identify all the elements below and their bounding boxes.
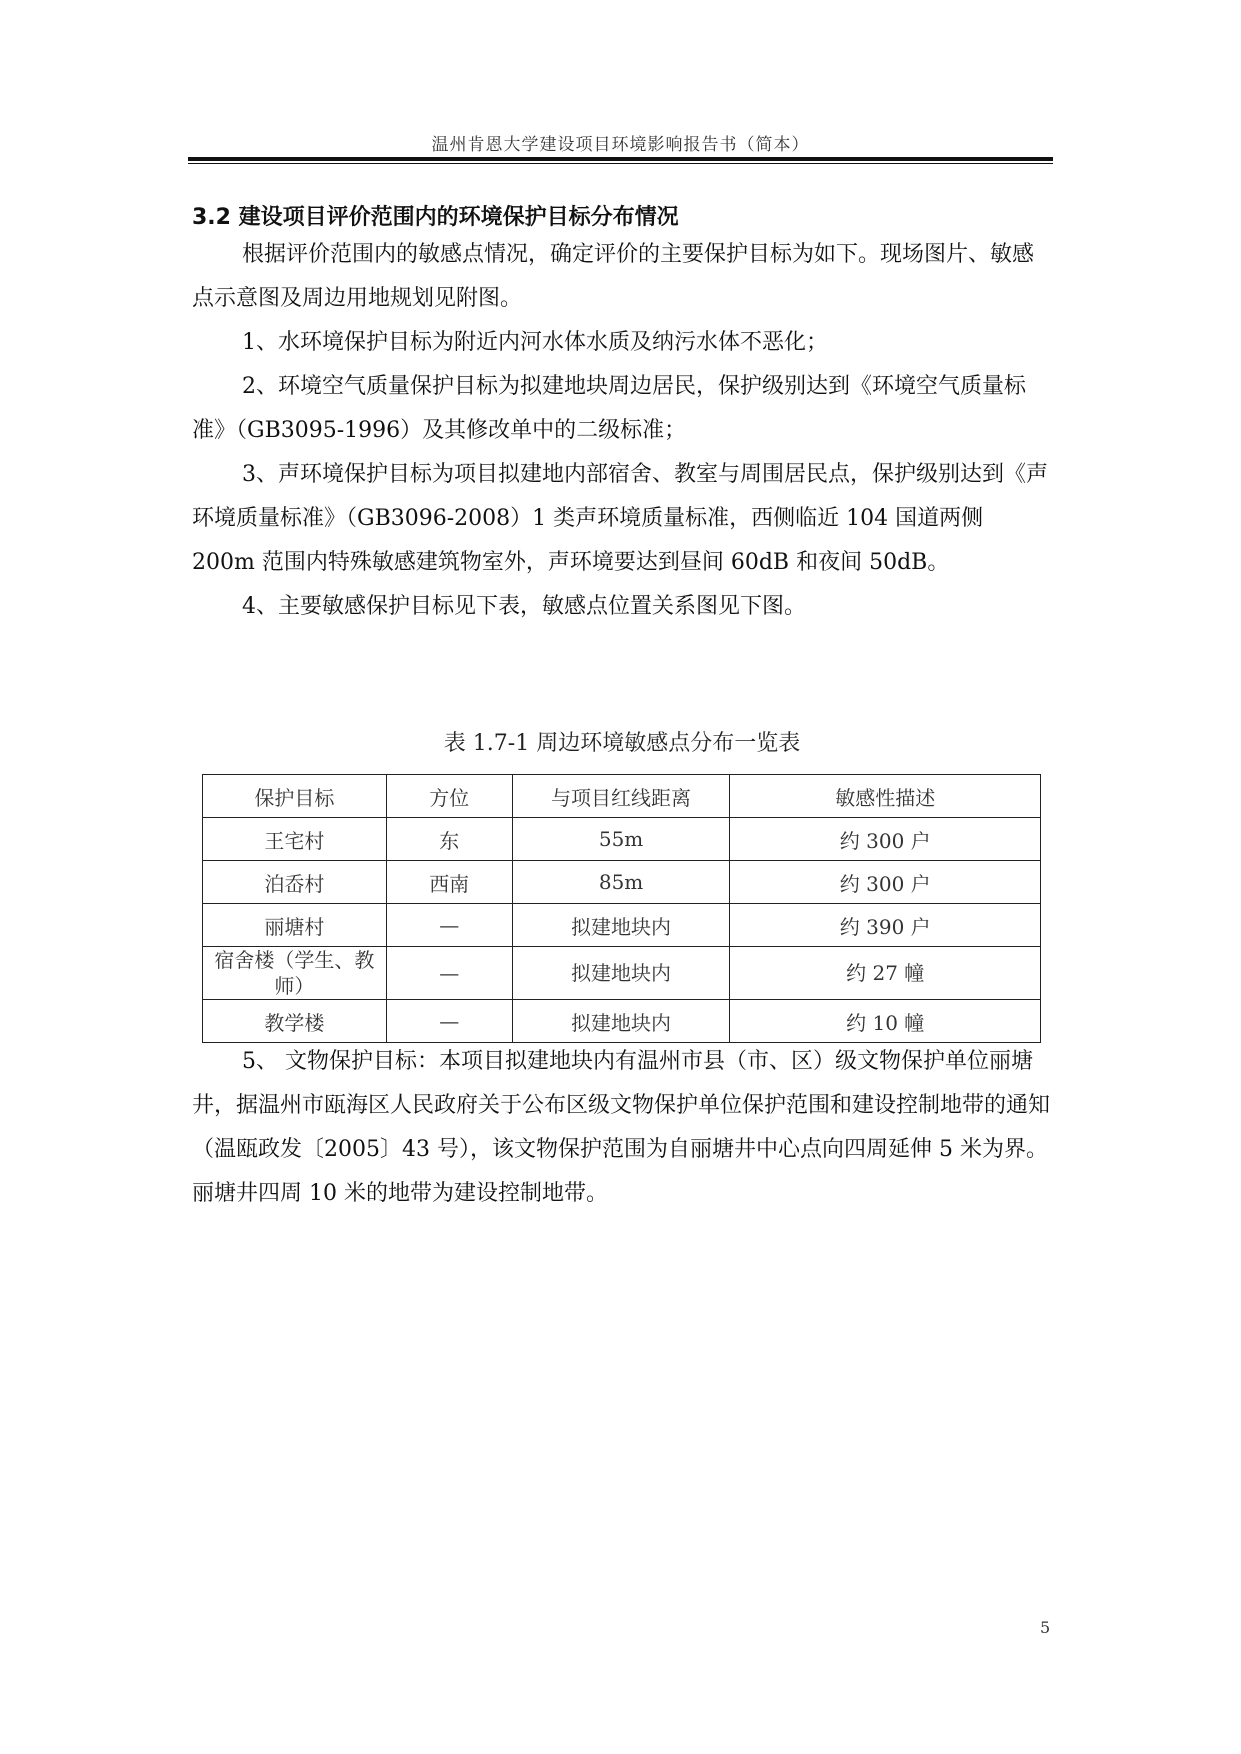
table-cell: 丽塘村 [203, 904, 387, 947]
paragraph-intro: 根据评价范围内的敏感点情况，确定评价的主要保护目标为如下。现场图片、敏感点示意图及周边用地规划见附图。 [192, 242, 1035, 311]
paragraph-heritage: 5、 文物保护目标：本项目拟建地块内有温州市县（市、区）级文物保护单位丽塘井，据温州市瓯海区人民政府关于公布区级文物保护单位保护范围和建设控制地带的通知（温瓯政发〔2005〕43 号），该文物保护范围为自丽塘井中心点向四周延伸 5 米为界。丽塘井四周 10 米的地带为建设控制地带。 [192, 1049, 1051, 1206]
body-paragraphs [192, 233, 1052, 629]
table-cell: 85m [512, 861, 730, 904]
table-row [203, 1000, 1041, 1043]
header-cell-distance: 与项目红线距离 [512, 775, 730, 818]
table-cell: — [386, 947, 512, 1000]
table-caption: 表 1.7-1 周边环境敏感点分布一览表 [443, 731, 801, 756]
paragraph-air: 2、环境空气质量保护目标为拟建地块周边居民，保护级别达到《环境空气质量标准》（GB3095-1996）及其修改单中的二级标准； [192, 374, 1026, 443]
section-title: 3.2 建设项目评价范围内的环境保护目标分布情况 [192, 205, 679, 230]
paragraph-water: 1、水环境保护目标为附近内河水体水质及纳污水体不恶化； [242, 330, 828, 355]
table-cell: 拟建地块内 [512, 1000, 730, 1043]
page-number: 5 [1040, 1618, 1051, 1637]
table-cell: 拟建地块内 [512, 904, 730, 947]
table-row [203, 904, 1041, 947]
header-cell-target: 保护目标 [203, 775, 387, 818]
table-cell: 宿舍楼（学生、教师） [203, 947, 387, 1000]
table-header-row [203, 775, 1041, 818]
table-cell: — [386, 1000, 512, 1043]
table-cell: 约 300 户 [730, 818, 1041, 861]
page-header: 温州肯恩大学建设项目环境影响报告书（简本） [431, 135, 810, 155]
table-cell: 约 390 户 [730, 904, 1041, 947]
after-table-block [192, 1040, 1052, 1216]
header-cell-description: 敏感性描述 [730, 775, 1041, 818]
table-cell: 55m [512, 818, 730, 861]
table-cell: 约 10 幢 [730, 1000, 1041, 1043]
header-rule-thick [188, 157, 1053, 161]
header-cell-direction: 方位 [386, 775, 512, 818]
table-row [203, 818, 1041, 861]
table-row [203, 861, 1041, 904]
table-cell: 泊岙村 [203, 861, 387, 904]
table-cell: 拟建地块内 [512, 947, 730, 1000]
table-cell: 约 27 幢 [730, 947, 1041, 1000]
data-table [202, 774, 1041, 1043]
table-cell: — [386, 904, 512, 947]
sensitive-points-table [202, 774, 1041, 1043]
table-cell: 西南 [386, 861, 512, 904]
header-rule-thin [188, 163, 1053, 164]
table-cell: 约 300 户 [730, 861, 1041, 904]
table-cell: 教学楼 [203, 1000, 387, 1043]
paragraph-targets: 4、主要敏感保护目标见下表，敏感点位置关系图见下图。 [242, 594, 806, 619]
table-row [203, 947, 1041, 1000]
table-cell: 王宅村 [203, 818, 387, 861]
table-cell: 东 [386, 818, 512, 861]
paragraph-noise: 3、声环境保护目标为项目拟建地内部宿舍、教室与周围居民点，保护级别达到《声环境质量标准》（GB3096-2008）1 类声环境质量标准，西侧临近 104 国道两侧 200m 范围内特殊敏感建筑物室外，声环境要达到昼间 60dB 和夜间 50dB。 [192, 462, 1048, 575]
